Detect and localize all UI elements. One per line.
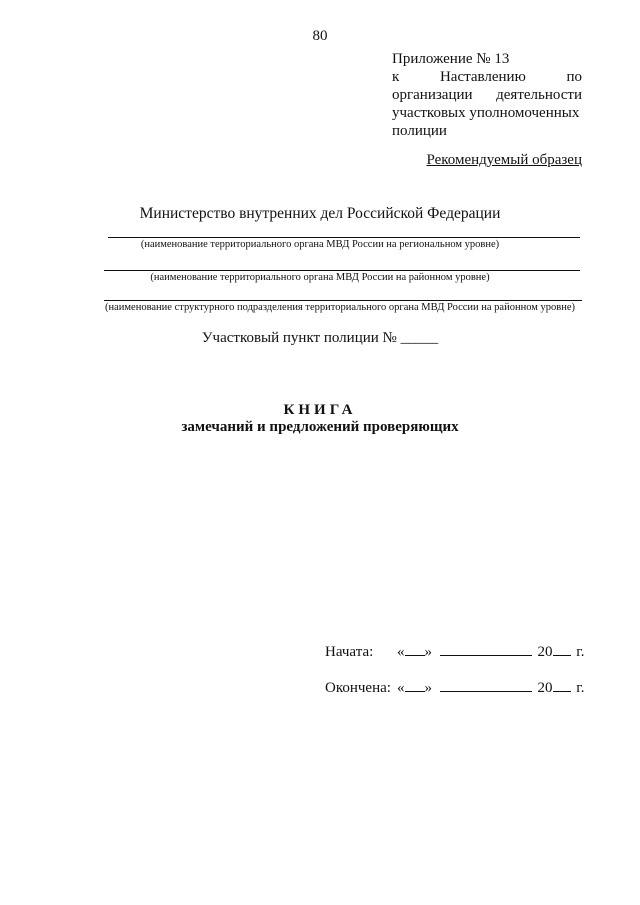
regional-line	[108, 237, 580, 238]
started-quote-open: «	[397, 644, 405, 660]
district-line	[104, 270, 580, 271]
started-year-field	[553, 643, 571, 656]
started-month-field	[440, 643, 532, 656]
started-year-prefix: 20	[537, 644, 553, 660]
page-number: 80	[312, 28, 328, 44]
ended-quote-close: »	[424, 680, 432, 696]
sample-label: Рекомендуемый образец	[426, 152, 582, 168]
ended-year-field	[553, 679, 571, 692]
started-year-suffix: г.	[576, 644, 585, 660]
appendix-police: полиции	[392, 123, 447, 139]
district-caption: (наименование территориального органа МВД России на районном уровне)	[150, 272, 490, 283]
structural-caption: (наименование структурного подразделения территориального органа МВД России на районном уровне)	[105, 302, 575, 313]
appendix-instruction: Наставлению	[439, 69, 526, 85]
structural-line	[104, 300, 582, 301]
ended-quote-open: «	[397, 680, 405, 696]
started-label: Начата:	[325, 644, 374, 660]
police-post-number: _____	[400, 330, 439, 346]
started-quote-close: »	[424, 644, 432, 660]
ended-month-field	[440, 679, 532, 692]
started-row	[325, 643, 584, 661]
appendix-block	[392, 50, 582, 140]
started-day-field	[405, 643, 425, 656]
book-title: КНИГА	[283, 402, 357, 418]
police-post-label: Участковый пункт полиции №	[201, 330, 397, 346]
appendix-to-word: к	[392, 69, 400, 85]
appendix-title: Приложение № 13	[392, 51, 510, 67]
appendix-po: по	[566, 69, 582, 85]
appendix-row-3	[392, 86, 582, 104]
appendix-row-2	[392, 68, 582, 86]
book-subtitle: замечаний и предложений проверяющих	[181, 419, 459, 435]
police-post-title	[0, 330, 640, 347]
ended-year-suffix: г.	[576, 680, 585, 696]
appendix-organization: организации	[392, 87, 473, 103]
ended-label: Окончена:	[325, 680, 391, 696]
ended-day-field	[405, 679, 425, 692]
ended-year-prefix: 20	[537, 680, 553, 696]
appendix-officers: участковых уполномоченных	[392, 105, 580, 121]
ended-row	[325, 679, 584, 697]
appendix-activity: деятельности	[496, 87, 582, 103]
regional-caption: (наименование территориального органа МВД России на региональном уровне)	[140, 239, 500, 250]
ministry-name: Министерство внутренних дел Российской Федерации	[139, 205, 501, 222]
